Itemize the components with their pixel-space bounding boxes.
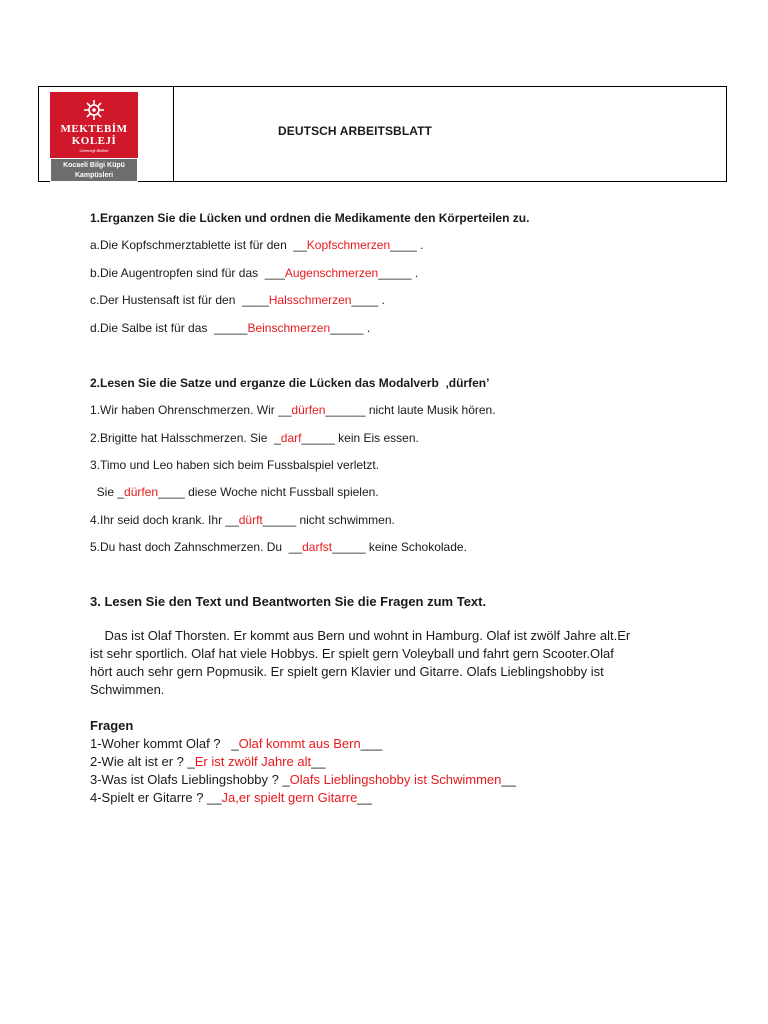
section1-heading: 1.Erganzen Sie die Lücken und ordnen die Medikamente den Körperteilen zu. bbox=[90, 211, 530, 225]
question-text-end: __ bbox=[311, 754, 326, 769]
item-text-end: _____ nicht schwimmen. bbox=[262, 513, 395, 527]
answer-text: Halsschmerzen bbox=[268, 293, 352, 307]
answer-text: dürfen bbox=[291, 403, 326, 417]
item-text: 2.Brigitte hat Halsschmerzen. Sie _ bbox=[90, 431, 281, 445]
logo-name-line1: MEKTEBİM bbox=[60, 123, 128, 135]
answer-text: Beinschmerzen bbox=[247, 321, 331, 335]
logo-emblem-icon bbox=[79, 98, 109, 122]
item-text-end: _____ . bbox=[378, 266, 419, 280]
item-text: 3.Timo und Leo haben sich beim Fussbalspiel verletzt. bbox=[90, 458, 380, 472]
answer-text: Olaf kommt aus Bern bbox=[238, 736, 361, 751]
item-text: b.Die Augentropfen sind für das ___ bbox=[90, 266, 285, 280]
item-text: 4.Ihr seid doch krank. Ihr __ bbox=[90, 513, 239, 527]
item-text: Sie _ bbox=[90, 485, 125, 499]
question-text: 1-Woher kommt Olaf ? _ bbox=[90, 736, 239, 751]
item-text-end: _____ . bbox=[330, 321, 371, 335]
answer-text: Olafs Lieblingshobby ist Schwimmen bbox=[289, 772, 502, 787]
section1-item-c bbox=[90, 293, 385, 307]
question-2 bbox=[90, 755, 326, 769]
item-text-end: ______ nicht laute Musik hören. bbox=[325, 403, 496, 417]
answer-text: Kopfschmerzen bbox=[306, 238, 391, 252]
header-divider bbox=[173, 87, 174, 181]
question-4 bbox=[90, 791, 372, 805]
question-text: 3-Was ist Olafs Lieblingshobby ? _ bbox=[90, 772, 290, 787]
item-text-end: ____ . bbox=[351, 293, 385, 307]
item-text-end: ____ . bbox=[390, 238, 424, 252]
section2-item-3-continued bbox=[90, 485, 379, 499]
answer-text: Er ist zwölf Jahre alt bbox=[194, 754, 312, 769]
item-text: a.Die Kopfschmerztablette ist für den __ bbox=[90, 238, 307, 252]
item-text-end: _____ kein Eis essen. bbox=[301, 431, 419, 445]
question-text: 4-Spielt er Gitarre ? __ bbox=[90, 790, 222, 805]
section1-item-b bbox=[90, 266, 418, 280]
logo-campus-line1: Kocaeli Bilgi Küpü bbox=[63, 162, 125, 169]
item-text: 1.Wir haben Ohrenschmerzen. Wir __ bbox=[90, 403, 292, 417]
section2-item-2 bbox=[90, 431, 419, 445]
section2-item-1 bbox=[90, 403, 496, 417]
answer-text: dürft bbox=[238, 513, 263, 527]
item-text: d.Die Salbe ist für das _____ bbox=[90, 321, 248, 335]
reading-text-line: hört auch sehr gern Popmusik. Er spielt gern Klavier und Gitarre. Olafs Lieblingshobby ist bbox=[90, 664, 604, 679]
section2-item-5 bbox=[90, 540, 467, 554]
reading-text-line: ist sehr sportlich. Olaf hat viele Hobbys. Er spielt gern Voleyball und fahrt gern Scooter.Olaf bbox=[90, 646, 614, 661]
school-logo bbox=[48, 92, 139, 182]
logo-campus-panel bbox=[50, 158, 138, 182]
answer-text: Augenschmerzen bbox=[284, 266, 379, 280]
item-text-end: ____ diese Woche nicht Fussball spielen. bbox=[158, 485, 379, 499]
section1-item-a bbox=[90, 238, 424, 252]
questions-label: Fragen bbox=[90, 718, 134, 733]
section2-item-3 bbox=[90, 458, 379, 472]
question-text: 2-Wie alt ist er ? _ bbox=[90, 754, 195, 769]
section2-item-4 bbox=[90, 513, 395, 527]
reading-text-line: Schwimmen. bbox=[90, 682, 165, 697]
section2-heading: 2.Lesen Sie die Satze und erganze die Lücken das Modalverb ‚dürfen’ bbox=[90, 376, 490, 390]
question-text-end: __ bbox=[357, 790, 372, 805]
page-title: DEUTSCH ARBEITSBLATT bbox=[278, 124, 432, 138]
answer-text: darfst bbox=[302, 540, 333, 554]
logo-name-line2: KOLEJİ bbox=[71, 135, 117, 147]
answer-text: dürfen bbox=[124, 485, 159, 499]
answer-text: Ja,er spielt gern Gitarre bbox=[221, 790, 358, 805]
reading-text-line: Das ist Olaf Thorsten. Er kommt aus Bern und wohnt in Hamburg. Olaf ist zwölf Jahre alt.Er bbox=[90, 628, 631, 643]
logo-campus-line2: Kampüsleri bbox=[74, 172, 114, 179]
question-1 bbox=[90, 737, 382, 751]
section1-item-d bbox=[90, 321, 370, 335]
question-text-end: __ bbox=[501, 772, 516, 787]
answer-text: darf bbox=[280, 431, 302, 445]
item-text: c.Der Hustensaft ist für den ____ bbox=[90, 293, 269, 307]
question-3 bbox=[90, 773, 516, 787]
question-text-end: ___ bbox=[360, 736, 383, 751]
item-text: 5.Du hast doch Zahnschmerzen. Du __ bbox=[90, 540, 303, 554]
logo-red-panel bbox=[50, 92, 138, 158]
item-text-end: _____ keine Schokolade. bbox=[332, 540, 467, 554]
logo-tagline: Geleceği Birlikte bbox=[79, 148, 109, 153]
section3-heading: 3. Lesen Sie den Text und Beantworten Sie die Fragen zum Text. bbox=[90, 594, 487, 609]
